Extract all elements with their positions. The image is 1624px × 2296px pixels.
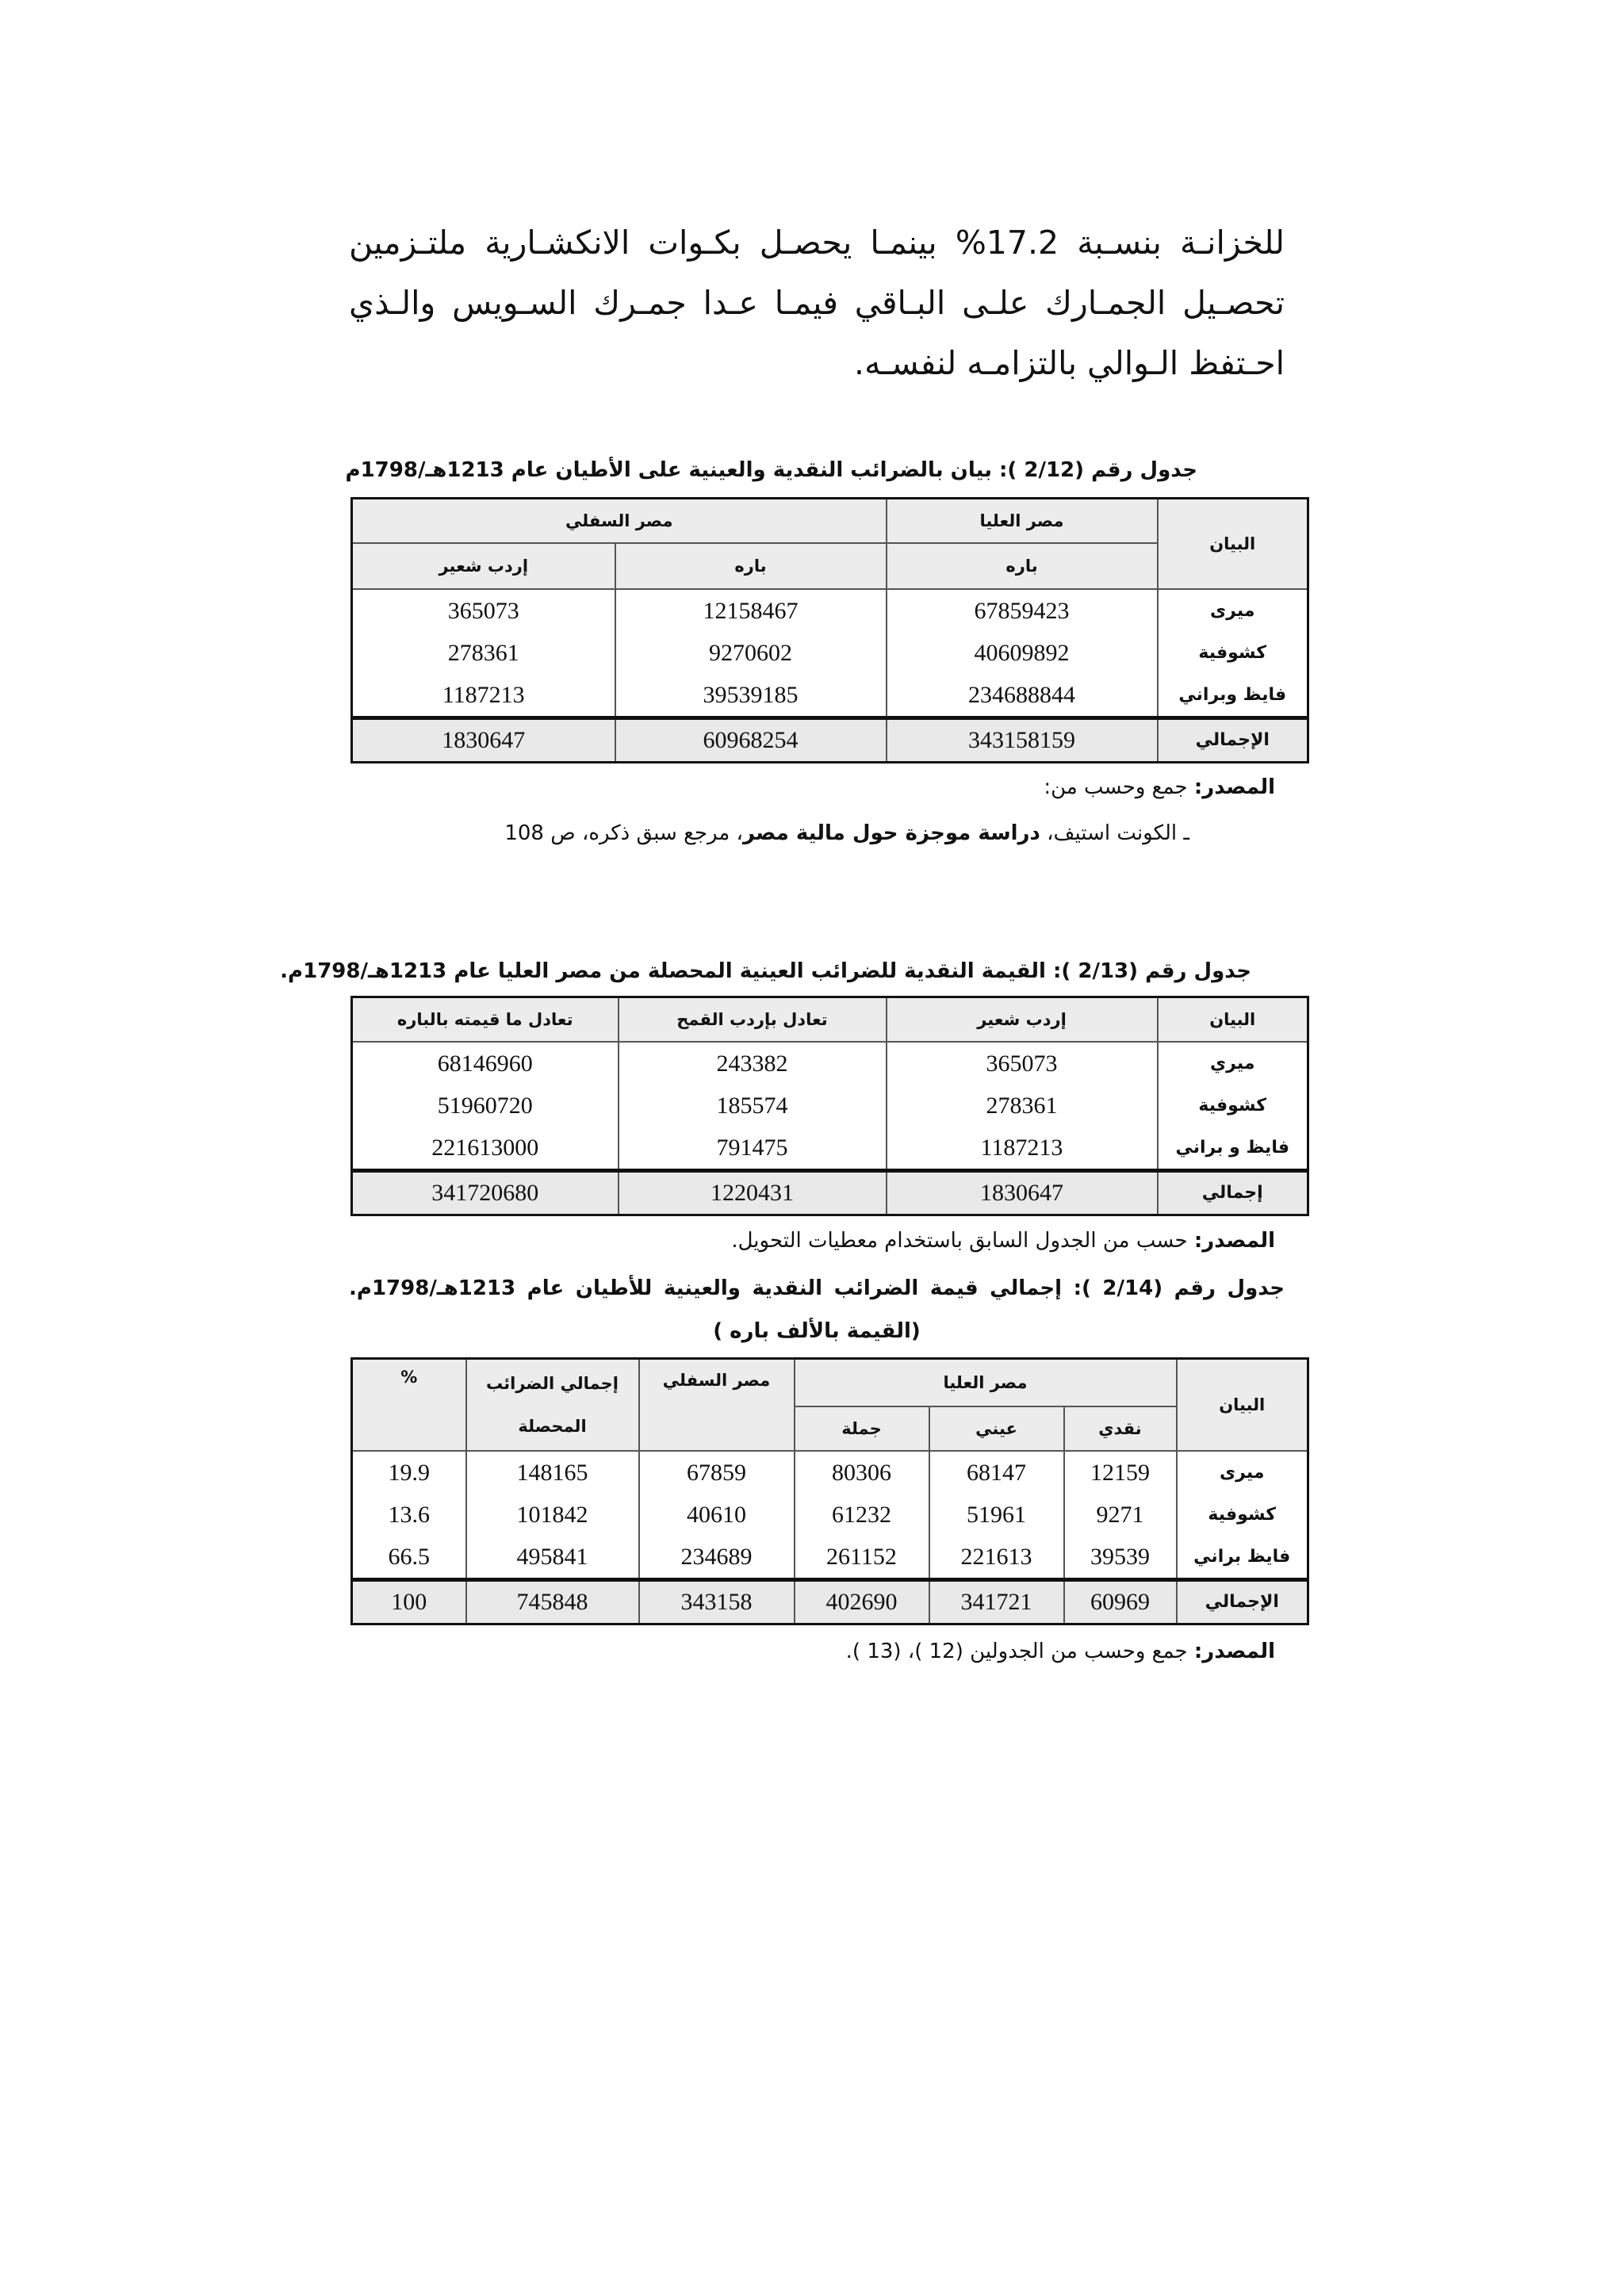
table14-cell: 261152 (826, 1543, 897, 1570)
table12-cell: 12158467 (703, 597, 799, 624)
table14-total-cell: 100 (352, 1579, 466, 1624)
table14-col-lower (639, 1451, 795, 1580)
table13-row-labels (1158, 1042, 1308, 1171)
table12-cell: 278361 (447, 639, 519, 666)
table12-header-upper: مصر العليا (887, 499, 1158, 543)
table12-source-text: جمع وحسب من: (1044, 775, 1194, 799)
table14-row-label: فايظ براني (1193, 1546, 1291, 1567)
table12-cell: 40609892 (974, 639, 1070, 666)
table12-cell: 234688844 (968, 681, 1075, 708)
table13 (350, 996, 1309, 1216)
table14-source-label: المصدر: (1193, 1640, 1275, 1663)
table14-cell: 51961 (967, 1501, 1026, 1528)
table13-row-label: كشوفية (1198, 1095, 1267, 1115)
table14-cell: 68147 (967, 1459, 1026, 1486)
table14-total-label: الإجمالي (1177, 1579, 1308, 1624)
table13-cell: 278361 (986, 1092, 1058, 1119)
table13-source-text: حسب من الجدول السابق باستخدام معطيات التحويل. (731, 1229, 1194, 1253)
table13-row-label: ميري (1210, 1053, 1255, 1073)
table12-source-label: المصدر: (1193, 775, 1275, 799)
table12-total-cell: 343158159 (887, 718, 1158, 762)
table12-cell: 1187213 (442, 681, 525, 708)
table13-cell: 791475 (716, 1134, 788, 1161)
table13-cell: 51960720 (437, 1092, 533, 1119)
table14-cell: 148165 (516, 1459, 588, 1486)
table14-col-kind (929, 1451, 1064, 1580)
table12-cell: 39539185 (703, 681, 799, 708)
table14-cell: 39539 (1090, 1543, 1150, 1570)
table14-header-lower: مصر السفلي (639, 1359, 795, 1451)
table12-total-label: الإجمالي (1158, 718, 1308, 762)
table13-header-c3: تعادل ما قيمته بالباره (352, 997, 619, 1042)
table12-col-lower-bara (615, 589, 887, 718)
table14-header-kind: عيني (929, 1406, 1064, 1451)
table14-cell: 66.5 (388, 1543, 430, 1570)
table12-reference (504, 821, 1189, 845)
table12-source (1044, 775, 1275, 799)
table14-cell: 13.6 (388, 1501, 430, 1528)
table12-header-label: البيان (1158, 499, 1308, 589)
table14-source-text: جمع وحسب من الجدولين (12 )، (13 ). (845, 1640, 1194, 1663)
table12-header-lower: مصر السفلي (352, 499, 887, 543)
table13-cell: 243382 (716, 1050, 788, 1077)
table13-col-c2 (619, 1042, 887, 1171)
table12-cell: 365073 (447, 597, 519, 624)
table14-cell: 221613 (960, 1543, 1032, 1570)
table14-cell: 101842 (516, 1501, 588, 1528)
table14-col-sum (795, 1451, 929, 1580)
table14-header-upper: مصر العليا (795, 1359, 1177, 1406)
table13-total-cell: 1220431 (619, 1170, 887, 1215)
table14-cell: 19.9 (388, 1459, 430, 1486)
table14 (350, 1357, 1309, 1625)
table14-cell: 234689 (680, 1543, 753, 1570)
table13-total-label: إجمالي (1158, 1170, 1308, 1215)
table13-cell: 221613000 (431, 1134, 539, 1161)
table14-total-cell: 402690 (795, 1579, 929, 1624)
table14-row-label: كشوفية (1208, 1504, 1277, 1525)
table13-header-c2: تعادل بإردب القمح (619, 997, 887, 1042)
table13-col-c3 (352, 1042, 619, 1171)
table12-header-lower-bara: باره (615, 543, 887, 589)
table14-row-labels (1177, 1451, 1308, 1580)
table13-cell: 1187213 (980, 1134, 1063, 1161)
table14-cell: 9271 (1096, 1501, 1144, 1528)
table14-header-cash: نقدي (1064, 1406, 1177, 1451)
reference-details: ، مرجع سبق ذكره، ص 108 (504, 821, 743, 845)
table13-source-label: المصدر: (1193, 1229, 1275, 1253)
table12-col-lower-ardab (352, 589, 615, 718)
table12-row-label: فايظ وبراني (1178, 684, 1287, 705)
table14-cell: 495841 (516, 1543, 588, 1570)
table13-header-c1: إردب شعير (887, 997, 1158, 1042)
table12-row-label: ميرى (1210, 600, 1255, 621)
table12-row-labels (1158, 589, 1308, 718)
table13-caption: جدول رقم (2/13 ): القيمة النقدية للضرائب العينية المحصلة من مصر العليا عام 1213هـ/1798م. (280, 959, 1251, 983)
table12-header-lower-ardab: إردب شعير (352, 543, 615, 589)
table13-header-label: البيان (1158, 997, 1308, 1042)
table14-header-sum: جملة (795, 1406, 929, 1451)
table12-row-label: كشوفية (1198, 642, 1267, 663)
table14-cell: 80306 (832, 1459, 891, 1486)
table14-cell: 67859 (687, 1459, 746, 1486)
table13-total-cell: 341720680 (352, 1170, 619, 1215)
table14-cell: 12159 (1090, 1459, 1150, 1486)
table14-col-pct (352, 1451, 466, 1580)
table12-col-upper (887, 589, 1158, 718)
table14-total-cell: 341721 (929, 1579, 1064, 1624)
table14-row-label: ميرى (1220, 1462, 1265, 1483)
table12-cell: 9270602 (709, 639, 792, 666)
table14-header-total: إجمالي الضرائب المحصلة (466, 1359, 639, 1451)
intro-paragraph: للخزانـة بنسـبة 17.2% بينمـا يحصـل بكـوات الانكشـارية ملتـزمين تحصـيل الجمـارك علـى البـاقي فيمـا عـدا جمـرك السـويس والـذي احـتفظ الـوالي بالتزامـه لنفسـه. (349, 224, 1285, 382)
reference-title: دراسة موجزة حول مالية مصر (742, 821, 1040, 845)
table13-source (731, 1229, 1275, 1253)
table12-caption: جدول رقم (2/12 ): بيان بالضرائب النقدية والعينية على الأطيان عام 1213هـ/1798م (345, 458, 1197, 482)
table14-total-cell: 60969 (1064, 1579, 1177, 1624)
table12-total-cell: 60968254 (615, 718, 887, 762)
table13-col-c1 (887, 1042, 1158, 1171)
table12-total-cell: 1830647 (352, 718, 615, 762)
table14-col-total (466, 1451, 639, 1580)
reference-author: ـ الكونت استيف، (1040, 821, 1189, 845)
table14-caption: جدول رقم (2/14 ): إجمالي قيمة الضرائب النقدية والعينية للأطيان عام 1213هـ/1798م. (القيمة بالألف باره ) (349, 1276, 1285, 1343)
table13-cell: 185574 (716, 1092, 788, 1119)
table12-header-upper-bara: باره (887, 543, 1158, 589)
table13-cell: 68146960 (437, 1050, 533, 1077)
table14-cell: 61232 (832, 1501, 891, 1528)
table13-cell: 365073 (986, 1050, 1058, 1077)
table14-total-cell: 745848 (466, 1579, 639, 1624)
table14-col-cash (1064, 1451, 1177, 1580)
table12 (350, 497, 1309, 763)
table14-header-label: البيان (1177, 1359, 1308, 1451)
table14-cell: 40610 (687, 1501, 746, 1528)
table14-header-pct: % (352, 1359, 466, 1451)
table12-cell: 67859423 (974, 597, 1070, 624)
table14-source (846, 1640, 1275, 1663)
table14-total-cell: 343158 (639, 1579, 795, 1624)
table13-total-cell: 1830647 (887, 1170, 1158, 1215)
table13-row-label: فايظ و براني (1175, 1137, 1289, 1158)
